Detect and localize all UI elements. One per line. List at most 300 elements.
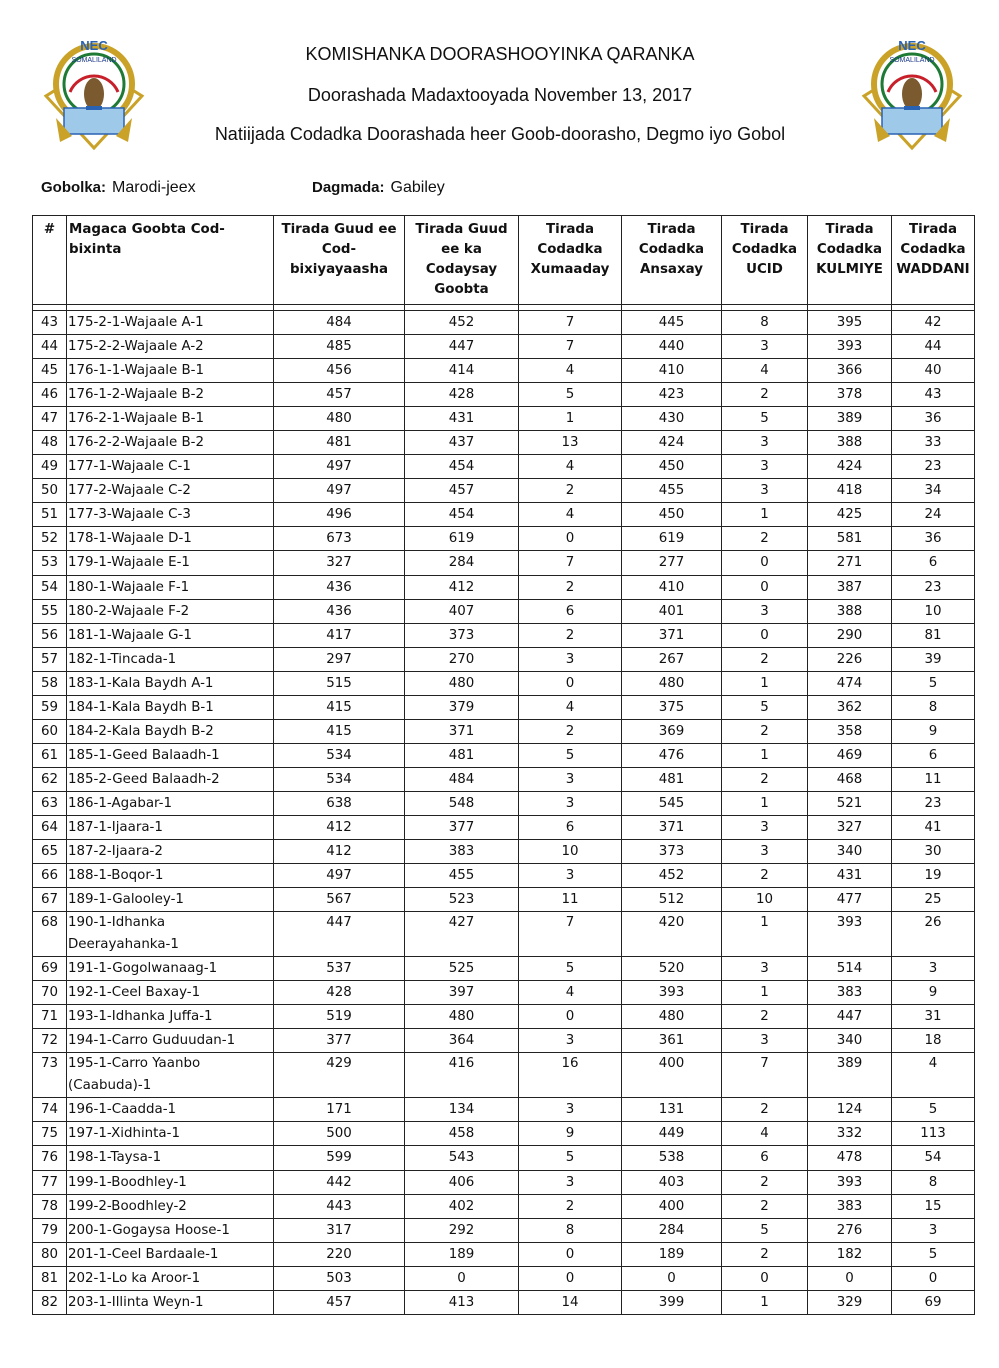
table-row [33, 981, 975, 1005]
col-valid-votes-cell: 619 [622, 527, 722, 551]
col-invalid-votes-cell: 4 [519, 359, 622, 383]
col-votes-cast-cell: 431 [405, 407, 519, 431]
col-waddani-votes-cell: 34 [892, 479, 975, 503]
col-invalid-votes-cell: 1 [519, 407, 622, 431]
col-invalid-votes-cell: 3 [519, 864, 622, 888]
col-waddani-votes-cell: 40 [892, 359, 975, 383]
col-polling-station-name-cell: 176-1-1-Wajaale B-1 [67, 359, 274, 383]
table-row [33, 791, 975, 815]
col-polling-station-name-cell: 203-1-Illinta Weyn-1 [67, 1290, 274, 1314]
col-waddani-votes-cell: 6 [892, 551, 975, 575]
col-votes-cast-cell: 414 [405, 359, 519, 383]
table-row [33, 335, 975, 359]
col-polling-station-name-cell: 193-1-Idhanka Juffa-1 [67, 1005, 274, 1029]
col-waddani-votes-cell: 9 [892, 719, 975, 743]
table-row [33, 743, 975, 767]
col-votes-cast-cell: 189 [405, 1242, 519, 1266]
col-invalid-votes-cell: 0 [519, 1242, 622, 1266]
col-polling-station-name-cell: 186-1-Agabar-1 [67, 791, 274, 815]
col-kulmiye-votes-cell: 447 [808, 1005, 892, 1029]
col-waddani-votes-cell: 8 [892, 695, 975, 719]
col-polling-station-name-cell: 180-2-Wajaale F-2 [67, 599, 274, 623]
col-polling-station-name-cell: 177-2-Wajaale C-2 [67, 479, 274, 503]
col-polling-station-name-cell: 187-2-Ijaara-2 [67, 840, 274, 864]
col-waddani-votes-cell: 54 [892, 1146, 975, 1170]
col-waddani-votes-cell: 5 [892, 671, 975, 695]
col-ucid-votes-cell: 2 [722, 719, 808, 743]
col-kulmiye-votes-cell: 271 [808, 551, 892, 575]
col-votes-cast-cell: 458 [405, 1122, 519, 1146]
col-polling-station-name-cell: 185-2-Geed Balaadh-2 [67, 767, 274, 791]
nec-logo-left [34, 36, 154, 156]
col-number-cell: 59 [33, 695, 67, 719]
col-valid-votes-cell: 538 [622, 1146, 722, 1170]
col-waddani-votes-cell: 43 [892, 383, 975, 407]
col-number-cell: 82 [33, 1290, 67, 1314]
col-valid-votes-cell: 545 [622, 791, 722, 815]
table-row [33, 695, 975, 719]
col-invalid-votes-cell: 7 [519, 551, 622, 575]
col-votes-cast-header: Tirada Guud ee ka Codaysay Goobta [405, 216, 519, 305]
col-invalid-votes-cell: 2 [519, 623, 622, 647]
nec-logo-right [852, 36, 972, 156]
col-kulmiye-votes-cell: 393 [808, 335, 892, 359]
col-kulmiye-votes-cell: 521 [808, 791, 892, 815]
table-body [33, 305, 975, 1315]
table-row [33, 455, 975, 479]
col-invalid-votes-cell: 16 [519, 1053, 622, 1098]
col-votes-cast-cell: 480 [405, 671, 519, 695]
col-registered-voters-cell: 484 [274, 311, 405, 335]
col-votes-cast-cell: 523 [405, 888, 519, 912]
col-waddani-votes-cell: 39 [892, 647, 975, 671]
col-registered-voters-cell: 456 [274, 359, 405, 383]
col-valid-votes-cell: 375 [622, 695, 722, 719]
col-votes-cast-cell: 416 [405, 1053, 519, 1098]
col-valid-votes-cell: 480 [622, 671, 722, 695]
col-invalid-votes-cell: 5 [519, 1146, 622, 1170]
col-waddani-votes-cell: 15 [892, 1194, 975, 1218]
col-ucid-votes-cell: 4 [722, 359, 808, 383]
col-valid-votes-cell: 371 [622, 623, 722, 647]
col-ucid-votes-cell: 3 [722, 599, 808, 623]
col-registered-voters-cell: 415 [274, 719, 405, 743]
col-invalid-votes-cell: 5 [519, 957, 622, 981]
logo-ring-text: SOMALILAND [71, 57, 117, 64]
table-row [33, 1053, 975, 1098]
col-polling-station-name-cell: 191-1-Gogolwanaag-1 [67, 957, 274, 981]
col-waddani-votes-cell: 25 [892, 888, 975, 912]
col-invalid-votes-cell: 4 [519, 455, 622, 479]
header-commission-name: KOMISHANKA DOORASHOOYINKA QARANKA [305, 44, 695, 64]
col-invalid-votes-cell: 7 [519, 311, 622, 335]
col-registered-voters-cell: 457 [274, 1290, 405, 1314]
col-invalid-votes-cell: 3 [519, 791, 622, 815]
col-polling-station-name-cell: 199-2-Boodhley-2 [67, 1194, 274, 1218]
col-registered-voters-cell: 500 [274, 1122, 405, 1146]
col-ucid-votes-cell: 2 [722, 383, 808, 407]
col-votes-cast-cell: 379 [405, 695, 519, 719]
col-registered-voters-cell: 171 [274, 1098, 405, 1122]
col-votes-cast-cell: 455 [405, 864, 519, 888]
polling-results-table [32, 215, 975, 1315]
table-row [33, 551, 975, 575]
col-registered-voters-cell: 503 [274, 1266, 405, 1290]
col-votes-cast-cell: 454 [405, 455, 519, 479]
col-votes-cast-cell: 457 [405, 479, 519, 503]
col-valid-votes-cell: 480 [622, 1005, 722, 1029]
col-kulmiye-votes-cell: 388 [808, 431, 892, 455]
col-waddani-votes-cell: 19 [892, 864, 975, 888]
table-row [33, 527, 975, 551]
col-invalid-votes-cell: 3 [519, 1098, 622, 1122]
col-registered-voters-cell: 537 [274, 957, 405, 981]
col-invalid-votes-cell: 14 [519, 1290, 622, 1314]
col-registered-voters-cell: 417 [274, 623, 405, 647]
col-registered-voters-cell: 412 [274, 840, 405, 864]
col-waddani-votes-cell: 11 [892, 767, 975, 791]
col-number-cell: 58 [33, 671, 67, 695]
col-invalid-votes-cell: 0 [519, 671, 622, 695]
col-registered-voters-cell: 534 [274, 767, 405, 791]
col-votes-cast-cell: 0 [405, 1266, 519, 1290]
col-registered-voters-cell: 436 [274, 575, 405, 599]
col-ucid-votes-cell: 2 [722, 1170, 808, 1194]
table-row [33, 1098, 975, 1122]
col-kulmiye-votes-cell: 389 [808, 407, 892, 431]
col-kulmiye-votes-cell: 340 [808, 840, 892, 864]
col-polling-station-name-cell: 177-3-Wajaale C-3 [67, 503, 274, 527]
col-invalid-votes-cell: 13 [519, 431, 622, 455]
table-row [33, 383, 975, 407]
col-number-cell: 75 [33, 1122, 67, 1146]
col-waddani-votes-cell: 4 [892, 1053, 975, 1098]
table-row [33, 864, 975, 888]
col-polling-station-name-cell: 197-1-Xidhinta-1 [67, 1122, 274, 1146]
col-valid-votes-cell: 361 [622, 1029, 722, 1053]
region-field [41, 179, 196, 197]
col-registered-voters-cell: 673 [274, 527, 405, 551]
col-number-cell: 79 [33, 1218, 67, 1242]
col-invalid-votes-cell: 2 [519, 479, 622, 503]
col-polling-station-name-cell: 196-1-Caadda-1 [67, 1098, 274, 1122]
col-registered-voters-cell: 496 [274, 503, 405, 527]
col-invalid-votes-cell: 3 [519, 1029, 622, 1053]
table-row [33, 1242, 975, 1266]
col-votes-cast-cell: 484 [405, 767, 519, 791]
district-label: Dagmada: [312, 179, 385, 196]
col-ucid-votes-cell: 7 [722, 1053, 808, 1098]
col-kulmiye-votes-cell: 340 [808, 1029, 892, 1053]
col-registered-voters-cell: 515 [274, 671, 405, 695]
table-row [33, 503, 975, 527]
col-ucid-votes-cell: 2 [722, 527, 808, 551]
col-polling-station-name-cell: 189-1-Galooley-1 [67, 888, 274, 912]
col-ucid-votes-cell: 3 [722, 1029, 808, 1053]
col-polling-station-name-cell: 176-2-1-Wajaale B-1 [67, 407, 274, 431]
col-invalid-votes-cell: 5 [519, 383, 622, 407]
col-ucid-votes-cell: 2 [722, 864, 808, 888]
col-ucid-votes-cell: 1 [722, 981, 808, 1005]
col-valid-votes-cell: 449 [622, 1122, 722, 1146]
col-waddani-votes-cell: 44 [892, 335, 975, 359]
col-polling-station-name-cell: 202-1-Lo ka Aroor-1 [67, 1266, 274, 1290]
col-valid-votes-cell: 369 [622, 719, 722, 743]
col-valid-votes-cell: 424 [622, 431, 722, 455]
table-row [33, 767, 975, 791]
col-votes-cast-cell: 412 [405, 575, 519, 599]
table-row [33, 719, 975, 743]
header-results-subtitle: Natiijada Codadka Doorashada heer Goob-doorasho, Degmo iyo Gobol [214, 124, 786, 144]
col-polling-station-name-cell: 200-1-Gogaysa Hoose-1 [67, 1218, 274, 1242]
col-invalid-votes-cell: 6 [519, 599, 622, 623]
district-field [312, 179, 445, 197]
col-waddani-votes-cell: 24 [892, 503, 975, 527]
col-ucid-votes-cell: 3 [722, 479, 808, 503]
col-ucid-votes-cell: 1 [722, 743, 808, 767]
col-invalid-votes-cell: 4 [519, 503, 622, 527]
col-votes-cast-cell: 480 [405, 1005, 519, 1029]
col-kulmiye-votes-cell: 362 [808, 695, 892, 719]
col-number-cell: 50 [33, 479, 67, 503]
col-number-cell: 73 [33, 1053, 67, 1098]
col-registered-voters-cell: 497 [274, 479, 405, 503]
col-polling-station-name-cell: 182-1-Tincada-1 [67, 647, 274, 671]
col-polling-station-name-cell: 201-1-Ceel Bardaale-1 [67, 1242, 274, 1266]
col-invalid-votes-cell: 0 [519, 1266, 622, 1290]
col-votes-cast-cell: 371 [405, 719, 519, 743]
col-ucid-votes-cell: 5 [722, 695, 808, 719]
col-waddani-votes-cell: 23 [892, 575, 975, 599]
col-invalid-votes-cell: 4 [519, 981, 622, 1005]
col-number-cell: 53 [33, 551, 67, 575]
table-row [33, 1194, 975, 1218]
col-ucid-votes-cell: 4 [722, 1122, 808, 1146]
col-waddani-votes-cell: 6 [892, 743, 975, 767]
col-votes-cast-cell: 402 [405, 1194, 519, 1218]
col-kulmiye-votes-cell: 276 [808, 1218, 892, 1242]
col-ucid-votes-cell: 2 [722, 1098, 808, 1122]
col-waddani-votes-cell: 36 [892, 407, 975, 431]
col-votes-cast-cell: 428 [405, 383, 519, 407]
col-kulmiye-votes-header: Tirada Codadka KULMIYE [808, 216, 892, 305]
col-number-cell: 70 [33, 981, 67, 1005]
col-registered-voters-cell: 412 [274, 815, 405, 839]
col-kulmiye-votes-cell: 424 [808, 455, 892, 479]
col-waddani-votes-cell: 42 [892, 311, 975, 335]
col-valid-votes-cell: 423 [622, 383, 722, 407]
table-row [33, 1266, 975, 1290]
col-kulmiye-votes-cell: 388 [808, 599, 892, 623]
col-votes-cast-cell: 543 [405, 1146, 519, 1170]
col-ucid-votes-cell: 8 [722, 311, 808, 335]
table-row [33, 407, 975, 431]
col-votes-cast-cell: 548 [405, 791, 519, 815]
table-row [33, 1170, 975, 1194]
col-kulmiye-votes-cell: 383 [808, 1194, 892, 1218]
logo-acronym: NEC [80, 38, 108, 53]
col-valid-votes-cell: 450 [622, 503, 722, 527]
col-number-cell: 65 [33, 840, 67, 864]
col-number-cell: 66 [33, 864, 67, 888]
col-registered-voters-cell: 480 [274, 407, 405, 431]
col-ucid-votes-cell: 2 [722, 1194, 808, 1218]
col-votes-cast-cell: 454 [405, 503, 519, 527]
col-registered-voters-cell: 599 [274, 1146, 405, 1170]
col-waddani-votes-cell: 81 [892, 623, 975, 647]
col-valid-votes-cell: 445 [622, 311, 722, 335]
col-valid-votes-header: Tirada Codadka Ansaxay [622, 216, 722, 305]
table-row [33, 1146, 975, 1170]
col-ucid-votes-cell: 3 [722, 815, 808, 839]
col-polling-station-name-cell: 184-2-Kala Baydh B-2 [67, 719, 274, 743]
col-kulmiye-votes-cell: 393 [808, 1170, 892, 1194]
col-registered-voters-cell: 485 [274, 335, 405, 359]
table-row [33, 647, 975, 671]
col-number-cell: 63 [33, 791, 67, 815]
col-votes-cast-cell: 406 [405, 1170, 519, 1194]
col-waddani-votes-cell: 5 [892, 1098, 975, 1122]
col-kulmiye-votes-cell: 418 [808, 479, 892, 503]
col-waddani-votes-cell: 41 [892, 815, 975, 839]
col-valid-votes-cell: 189 [622, 1242, 722, 1266]
col-ucid-votes-cell: 3 [722, 957, 808, 981]
col-votes-cast-cell: 134 [405, 1098, 519, 1122]
table-row [33, 599, 975, 623]
col-valid-votes-cell: 410 [622, 359, 722, 383]
col-valid-votes-cell: 455 [622, 479, 722, 503]
col-polling-station-name-cell: 177-1-Wajaale C-1 [67, 455, 274, 479]
col-waddani-votes-cell: 5 [892, 1242, 975, 1266]
col-registered-voters-cell: 428 [274, 981, 405, 1005]
region-value: Marodi-jeex [112, 179, 196, 196]
col-waddani-votes-cell: 23 [892, 791, 975, 815]
col-valid-votes-cell: 403 [622, 1170, 722, 1194]
col-kulmiye-votes-cell: 378 [808, 383, 892, 407]
col-ucid-votes-cell: 10 [722, 888, 808, 912]
col-waddani-votes-cell: 113 [892, 1122, 975, 1146]
col-number-cell: 77 [33, 1170, 67, 1194]
table-row [33, 1218, 975, 1242]
col-number-cell: 60 [33, 719, 67, 743]
col-kulmiye-votes-cell: 389 [808, 1053, 892, 1098]
table-row [33, 479, 975, 503]
col-invalid-votes-cell: 8 [519, 1218, 622, 1242]
col-kulmiye-votes-cell: 124 [808, 1098, 892, 1122]
col-invalid-votes-cell: 7 [519, 335, 622, 359]
col-number-cell: 47 [33, 407, 67, 431]
table-row [33, 912, 975, 957]
table-header-row [33, 216, 975, 305]
col-kulmiye-votes-cell: 468 [808, 767, 892, 791]
table-row [33, 431, 975, 455]
col-polling-station-name-cell: 185-1-Geed Balaadh-1 [67, 743, 274, 767]
col-waddani-votes-cell: 69 [892, 1290, 975, 1314]
col-number-cell: 51 [33, 503, 67, 527]
table-row [33, 311, 975, 335]
col-valid-votes-cell: 401 [622, 599, 722, 623]
col-polling-station-name-cell: 183-1-Kala Baydh A-1 [67, 671, 274, 695]
col-valid-votes-cell: 440 [622, 335, 722, 359]
col-kulmiye-votes-cell: 329 [808, 1290, 892, 1314]
col-number-cell: 44 [33, 335, 67, 359]
col-registered-voters-cell: 436 [274, 599, 405, 623]
district-value: Gabiley [390, 179, 445, 196]
col-number-cell: 43 [33, 311, 67, 335]
col-ucid-votes-cell: 3 [722, 335, 808, 359]
col-polling-station-name-cell: 175-2-2-Wajaale A-2 [67, 335, 274, 359]
col-number-header: # [33, 216, 67, 305]
col-number-cell: 68 [33, 912, 67, 957]
col-registered-voters-cell: 429 [274, 1053, 405, 1098]
col-polling-station-name-cell: 195-1-Carro Yaanbo (Caabuda)-1 [67, 1053, 274, 1098]
col-ucid-votes-cell: 2 [722, 767, 808, 791]
col-invalid-votes-header: Tirada Codadka Xumaaday [519, 216, 622, 305]
col-registered-voters-cell: 567 [274, 888, 405, 912]
col-registered-voters-header: Tirada Guud ee Cod-bixiyayaasha [274, 216, 405, 305]
col-ucid-votes-cell: 1 [722, 912, 808, 957]
col-ucid-votes-cell: 5 [722, 407, 808, 431]
logo-acronym: NEC [898, 38, 926, 53]
col-waddani-votes-cell: 18 [892, 1029, 975, 1053]
col-polling-station-name-cell: 179-1-Wajaale E-1 [67, 551, 274, 575]
col-votes-cast-cell: 525 [405, 957, 519, 981]
col-valid-votes-cell: 284 [622, 1218, 722, 1242]
col-valid-votes-cell: 481 [622, 767, 722, 791]
col-polling-station-name-cell: 199-1-Boodhley-1 [67, 1170, 274, 1194]
col-registered-voters-cell: 327 [274, 551, 405, 575]
col-kulmiye-votes-cell: 431 [808, 864, 892, 888]
logo-ring-text: SOMALILAND [889, 57, 935, 64]
col-invalid-votes-cell: 0 [519, 527, 622, 551]
col-kulmiye-votes-cell: 366 [808, 359, 892, 383]
col-waddani-votes-cell: 23 [892, 455, 975, 479]
col-polling-station-name-cell: 192-1-Ceel Baxay-1 [67, 981, 274, 1005]
col-registered-voters-cell: 534 [274, 743, 405, 767]
col-registered-voters-cell: 497 [274, 864, 405, 888]
col-registered-voters-cell: 638 [274, 791, 405, 815]
col-registered-voters-cell: 457 [274, 383, 405, 407]
col-invalid-votes-cell: 2 [519, 719, 622, 743]
nec-emblem-icon [864, 38, 960, 148]
col-votes-cast-cell: 364 [405, 1029, 519, 1053]
col-valid-votes-cell: 277 [622, 551, 722, 575]
col-kulmiye-votes-cell: 514 [808, 957, 892, 981]
col-polling-station-name-cell: 176-1-2-Wajaale B-2 [67, 383, 274, 407]
col-polling-station-name-cell: 190-1-Idhanka Deerayahanka-1 [67, 912, 274, 957]
col-votes-cast-cell: 397 [405, 981, 519, 1005]
col-kulmiye-votes-cell: 327 [808, 815, 892, 839]
region-label: Gobolka: [41, 179, 107, 196]
nec-emblem-icon [46, 38, 142, 148]
col-votes-cast-cell: 377 [405, 815, 519, 839]
col-polling-station-name-cell: 198-1-Taysa-1 [67, 1146, 274, 1170]
col-polling-station-name-cell: 181-1-Wajaale G-1 [67, 623, 274, 647]
col-registered-voters-cell: 297 [274, 647, 405, 671]
col-valid-votes-cell: 371 [622, 815, 722, 839]
col-kulmiye-votes-cell: 332 [808, 1122, 892, 1146]
col-invalid-votes-cell: 6 [519, 815, 622, 839]
col-valid-votes-cell: 430 [622, 407, 722, 431]
col-number-cell: 54 [33, 575, 67, 599]
col-invalid-votes-cell: 2 [519, 575, 622, 599]
col-number-cell: 57 [33, 647, 67, 671]
col-number-cell: 76 [33, 1146, 67, 1170]
col-registered-voters-cell: 447 [274, 912, 405, 957]
col-valid-votes-cell: 512 [622, 888, 722, 912]
col-number-cell: 81 [33, 1266, 67, 1290]
col-waddani-votes-cell: 3 [892, 1218, 975, 1242]
